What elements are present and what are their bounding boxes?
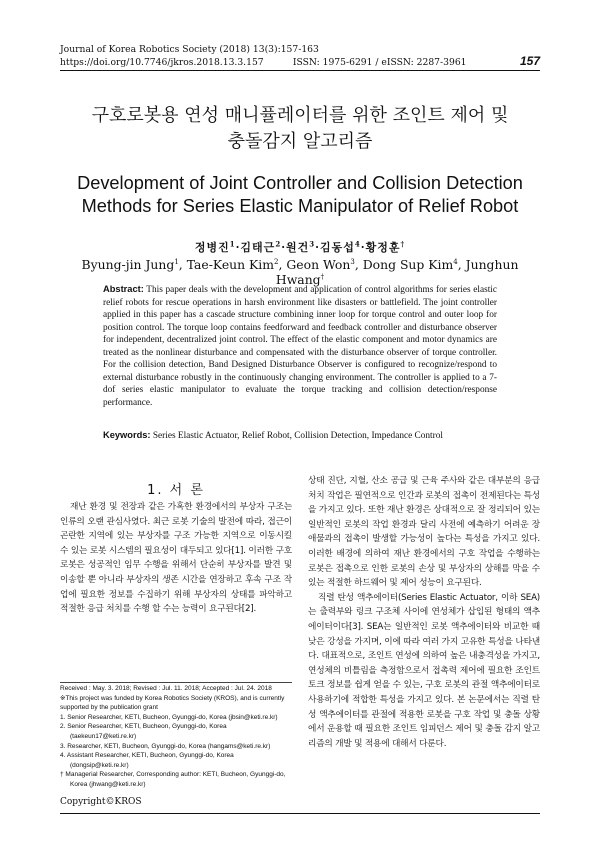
korean-title-line-2: 충돌감지 알고리즘 <box>227 131 373 152</box>
header-rule <box>60 70 540 71</box>
author-en-5: Junghun Hwang† <box>275 257 519 287</box>
intro-paragraph-2: 상태 진단, 지혈, 산소 공급 및 근육 주사와 같은 대부분의 응급 처치 작업은 필연적으로 인간과 로봇의 접촉이 전제된다는 특성을 가지고 있다. 또한 재난 환경은 상대적으로 잘 정리되어 있는 일반적인 로봇의 작업 환경과 달리 사전에 예측하기 어려운 장애물과의 접촉이 발생할 가능성이 높다는 특성을 가지고 있다. 이러한 배경에 의하여 재난 환경에서의 구호 작업을 수행하는 로봇은 접촉으로 인한 로봇의 손상 및 부상자의 상해를 막을 수 있는 적절한 하드웨어 및 제어 성능이 요구된다. <box>308 476 540 589</box>
korean-title <box>60 103 540 155</box>
journal-info <box>60 44 467 69</box>
english-title-line-2: Methods for Series Elastic Manipulator of Relief Robot <box>81 196 519 216</box>
author-en-4: Dong Sup Kim$^4$ <box>362 257 458 272</box>
abstract <box>103 283 497 409</box>
author-kr-2: 김태근$^2$ <box>240 239 282 254</box>
footnote-4: 4. Assistant Researcher, KETI, Bucheon, Gyunggi-do, Korea (dongsip@keti.re.kr) <box>60 752 234 769</box>
abstract-label: Abstract: <box>103 284 144 294</box>
keywords-text: Series Elastic Actuator, Relief Robot, Collision Detection, Impedance Control <box>152 431 443 441</box>
footnote-corresponding: † Managerial Researcher, Corresponding author: KETI, Bucheon, Gyunggi-do, Korea (jhwang@keti.re.kr) <box>60 771 286 788</box>
footnote-2: 2. Senior Researcher, KETI, Bucheon, Gyunggi-do, Korea (taekeun17@keti.re.kr) <box>60 723 227 740</box>
journal-doi-issn: https://doi.org/10.7746/jkros.2018.13.3.157 ISSN: 1975-6291 / eISSN: 2287-3961 <box>60 56 467 68</box>
author-en-3: Geon Won$^3$ <box>286 257 355 272</box>
funding-note: ※This project was funded by Korea Robotics Society (KROS), and is currently supported by the publication grant <box>60 694 285 712</box>
footer-rule <box>60 813 540 814</box>
keywords <box>103 430 497 441</box>
abstract-text: This paper deals with the development and application of control algorithms for series elastic relief robots for rescue operations in harsh environment like disasters or battlefield. The joint controller applied in this paper has a cascade structure combining inner loop for torque control and outer loop for position control. The torque loop contains feedforward and feedback controller and disturbance observer for independent, decentralized joint control. The effect of the elastic component and motor dynamics are treated as the nonlinear disturbance and compensated with the disturbance observer of torque controller. For the collision detection, Band Designed Disturbance Observer is configured to recognize/respond to external disturbance robustly in the continuously changing environment. The controller is applied to a 7-dof series elastic manipulator to evaluate the torque tracking and collision detection/response performance. <box>103 285 497 408</box>
author-kr-4: 김동섭$^4$ <box>320 239 361 254</box>
footnote-3: 3. Researcher, KETI, Bucheon, Gyunggi-do, Korea (hangams@keti.re.kr) <box>60 742 271 750</box>
left-column <box>60 500 292 617</box>
author-en-1: Byung-jin Jung$^1$ <box>81 257 179 272</box>
intro-paragraph-1: 재난 환경 및 전장과 같은 가혹한 환경에서의 부상자 구조는 인류의 오랜 관심사였다. 최근 로봇 기술의 발전에 따라, 접근이 곤란한 지역에 있는 부상자를 구조 가능한 지역으로 이동시킬 수 있는 로봇 시스템의 필요성이 대두되고 있다[1]. 이러한 구호 로봇은 성공적인 임무 수행을 위해서 단순히 부상자를 발견 및 이송할 뿐 아니라 부상자의 생존 시간을 연장하고 후속 구조 작업에 필요한 정보를 수집하기 위해 부상자의 상태를 파악하고 적절한 응급 처치를 수행 할 수는 능력이 요구된다[2]. <box>60 502 292 615</box>
keywords-label: Keywords: <box>103 430 151 440</box>
author-kr-3: 원건$^3$ <box>286 239 316 254</box>
author-kr-1: 정병진$^1$ <box>194 239 236 254</box>
received-dates: Received : May. 3. 2018; Revised : Jul. 11. 2018; Accepted : Jul. 24. 2018 <box>60 685 272 692</box>
author-kr-5: 황정훈† <box>365 239 406 254</box>
english-authors: Byung-jin Jung$^1$, Tae-Keun Kim$^2$, Geon Won$^3$, Dong Sup Kim$^4$, Junghun Hwang† <box>81 257 519 287</box>
footnote-rule <box>60 682 292 683</box>
journal-citation: Journal of Korea Robotics Society (2018) 13(3):157-163 <box>60 44 319 55</box>
footnote-1: 1. Senior Researcher, KETI, Bucheon, Gyunggi-do, Korea (jbsin@keti.re.kr) <box>60 713 278 721</box>
right-column <box>308 474 540 751</box>
copyright: Copyright©KROS <box>60 797 142 807</box>
intro-paragraph-3: 직렬 탄성 액추에이터(Series Elastic Actuator, 이하 SEA)는 출력부와 링크 구조체 사이에 연성체가 삽입된 형태의 액추에이터이다[3]. SEA는 일반적인 로봇 액추에이터와 비교한 때 낮은 강성을 가지며, 이에 따라 여러 가지 고유한 특성을 나타낸다. 대표적으로, 조인트 연성에 의하여 높은 내충격성을 가지고, 연성체의 비틀림을 측정함으로서 접촉력 제어에 필요한 조인트 토크 정보를 쉽게 얻을 수 있는, 구호 로봇의 관절 액추에이터로 사용하기에 적합한 특성을 가지고 있다. 본 논문에서는 직렬 탄성 액추에이터를 관절에 적용한 로봇을 구호 작업 및 충돌 상황에서 운용할 때 필요한 조인트 임피던스 제어 및 충돌 감지 알고리즘의 개발 및 적용에 대해서 다룬다. <box>308 592 540 749</box>
korean-title-line-1: 구호로봇용 연성 매니퓰레이터를 위한 조인트 제어 및 <box>91 105 509 126</box>
english-title <box>60 172 540 218</box>
korean-authors: 정병진$^1$·김태근$^2$·원건$^3$·김동섭$^4$·황정훈† <box>194 239 406 254</box>
author-en-2: Tae-Keun Kim$^2$ <box>186 257 279 272</box>
section-heading-introduction: 1. 서 론 <box>147 483 205 498</box>
page-number: 157 <box>519 54 540 68</box>
footnotes <box>60 684 292 790</box>
english-title-line-1: Development of Joint Controller and Collision Detection <box>77 173 523 193</box>
